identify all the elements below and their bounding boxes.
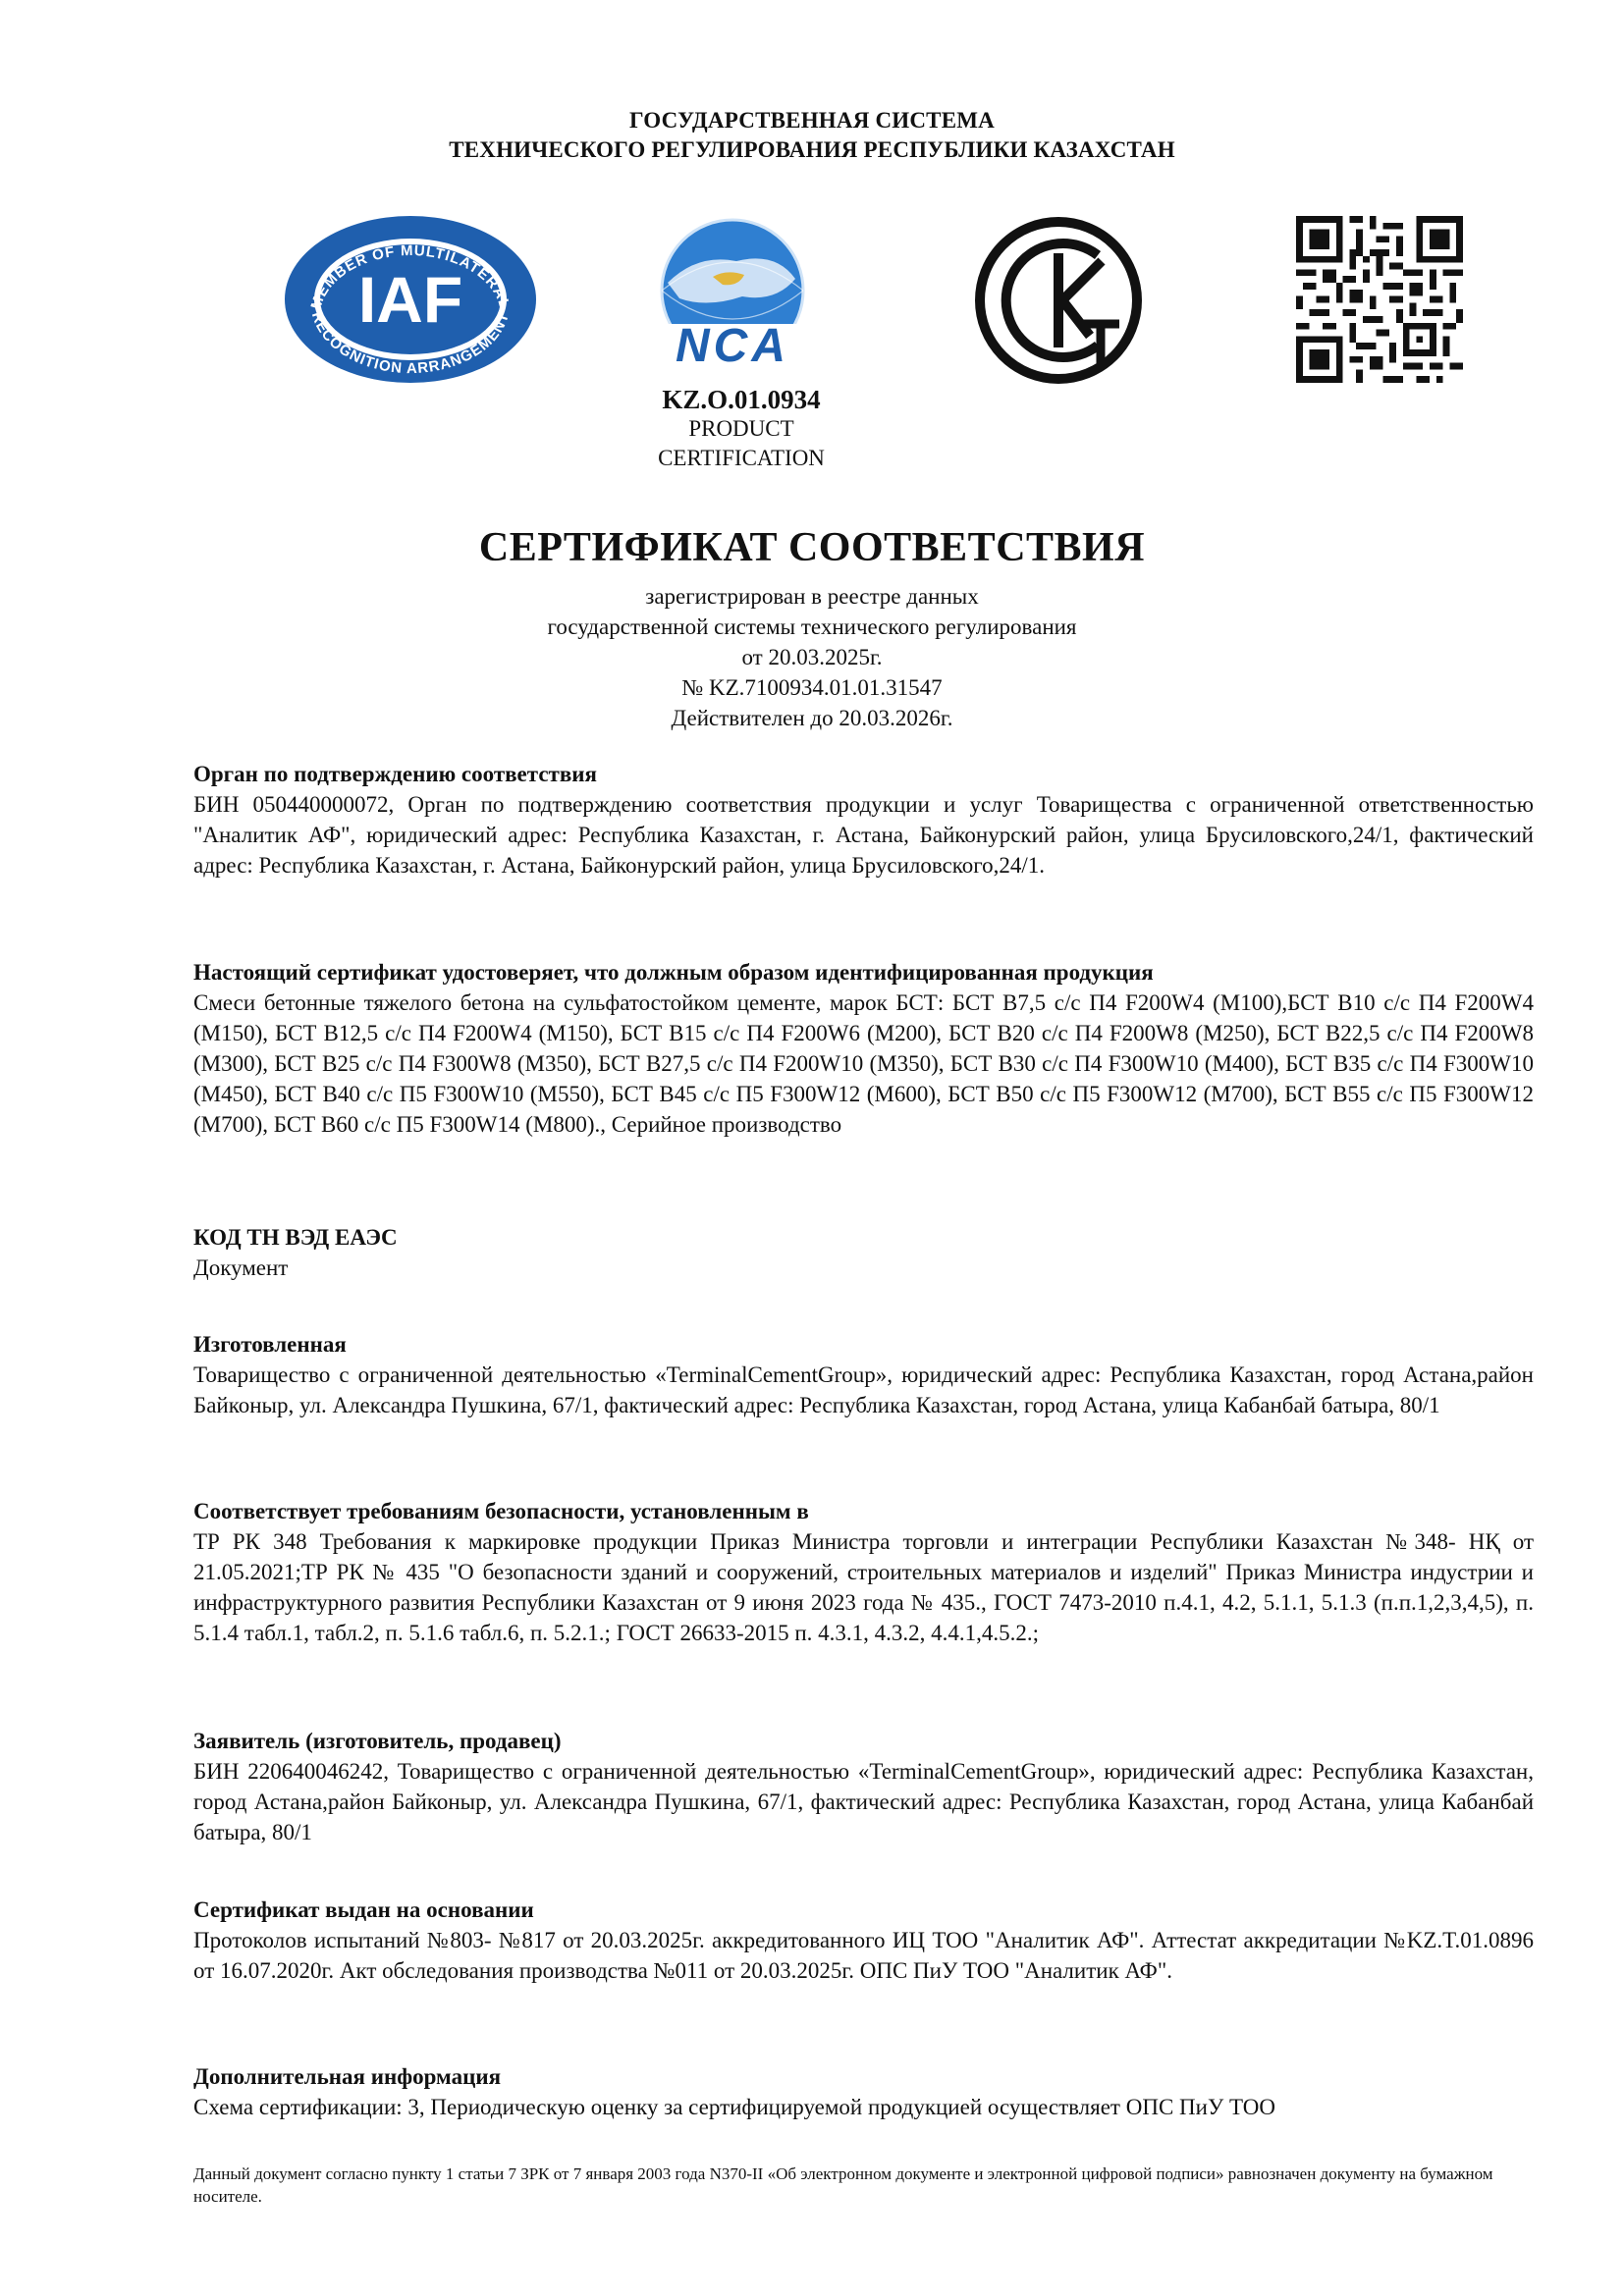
section-requirements — [193, 1497, 1534, 1648]
iaf-ring-top-text: MEMBER OF MULTILATERAL — [307, 242, 514, 312]
header-line-2: ТЕХНИЧЕСКОГО РЕГУЛИРОВАНИЯ РЕСПУБЛИКИ КАЗАХСТАН — [449, 137, 1175, 162]
registration-block — [0, 581, 1624, 733]
registration-line-1: зарегистрирован в реестре данных — [645, 584, 979, 609]
section-heading: Изготовленная — [193, 1332, 347, 1357]
iaf-center-text: IAF — [357, 263, 463, 336]
certificate-title: СЕРТИФИКАТ СООТВЕТСТВИЯ — [478, 525, 1146, 570]
section-heading: Дополнительная информация — [193, 2064, 502, 2089]
registration-number: № KZ.7100934.01.01.31547 — [681, 675, 943, 700]
section-heading: Сертификат выдан на основании — [193, 1897, 534, 1922]
section-body: Документ — [193, 1255, 289, 1280]
registration-line-2: государственной системы технического регулирования — [547, 614, 1077, 639]
section-manufactured — [193, 1330, 1534, 1420]
accreditation-line-1: PRODUCT — [688, 416, 794, 441]
section-body: БИН 050440000072, Орган по подтверждению соответствия продукции и услуг Товарищества с ограниченной ответственностью "Аналитик АФ", юридический адрес: Республика Казахстан, г. Астана, Байконурский район, улица Брусиловского,24/1, фактический адрес: Республика Казахстан, г. Астана, Байконурский район, улица Брусиловского,24/1. — [193, 792, 1534, 878]
qr-code-icon — [1296, 216, 1463, 383]
section-body: ТР РК 348 Требования к маркировке продукции Приказ Министра торговли и интеграции Республики Казахстан №348- НҚ от 21.05.2021;ТР РК № 435 "О безопасности зданий и сооружений, строительных материалов и изделий" Приказ Министра индустрии и инфраструктурного развития Республики Казахстан от 9 июня 2023 года № 435., ГОСТ 7473-2010 п.4.1, 4.2, 5.1.1, 5.1.3 (п.п.1,2,3,4,5), п. 5.1.4 табл.1, табл.2, п. 5.1.6 табл.6, п. 5.2.1.; ГОСТ 26633-2015 п. 4.3.1, 4.3.2, 4.4.1,4.5.2.; — [193, 1529, 1534, 1645]
section-heading: Заявитель (изготовитель, продавец) — [193, 1729, 562, 1753]
document-header — [0, 106, 1624, 165]
section-body: Схема сертификации: 3, Периодическую оценку за сертифицируемой продукцией осуществляет ОПС ПиУ ТОО — [193, 2095, 1275, 2119]
header-line-1: ГОСУДАРСТВЕННАЯ СИСТЕМА — [629, 108, 995, 133]
accreditation-number: KZ.O.01.0934 — [662, 385, 821, 414]
section-additional — [193, 2062, 1534, 2122]
nca-text: NCA — [676, 320, 789, 372]
registration-date: от 20.03.2025г. — [741, 645, 883, 669]
accreditation-block — [550, 385, 933, 473]
section-heading: Настоящий сертификат удостоверяет, что должным образом идентифицированная продукция — [193, 960, 1154, 985]
section-heading: КОД ТН ВЭД ЕАЭС — [193, 1225, 398, 1250]
valid-until: Действителен до 20.03.2026г. — [671, 706, 953, 730]
section-applicant — [193, 1727, 1534, 1847]
legal-footnote: Данный документ согласно пункту 1 статьи 7 ЗРК от 7 января 2003 года N370-II «Об электронном документе и электронной цифровой подписи» равнозначен документу на бумажном носителе. — [193, 2164, 1493, 2206]
section-body: Товарищество с ограниченной деятельностью «TerminalCementGroup», юридический адрес: Республика Казахстан, город Астана,район Байконыр, ул. Александра Пушкина, 67/1, фактический адрес: Республика Казахстан, город Астана, улица Кабанбай батыра, 80/1 — [193, 1362, 1534, 1417]
iaf-logo-icon — [282, 214, 539, 385]
section-heading: Орган по подтверждению соответствия — [193, 762, 597, 786]
section-product — [193, 958, 1534, 1140]
section-body: БИН 220640046242, Товарищество с ограниченной деятельностью «TerminalCementGroup», юридический адрес: Республика Казахстан, город Астана,район Байконыр, ул. Александра Пушкина, 67/1, фактический адрес: Республика Казахстан, город Астана, улица Кабанбай батыра, 80/1 — [193, 1759, 1534, 1844]
section-code — [193, 1223, 1534, 1283]
accreditation-line-2: CERTIFICATION — [658, 446, 825, 470]
iaf-ring-bottom-text: RECOGNITION ARRANGEMENT — [307, 309, 514, 378]
section-body: Протоколов испытаний №803- №817 от 20.03.2025г. аккредитованного ИЦ ТОО "Аналитик АФ". Аттестат аккредитации №KZ.T.01.0896 от 16.07.2020г. Акт обследования производства №011 от 20.03.2025г. ОПС ПиУ ТОО "Аналитик АФ". — [193, 1928, 1534, 1983]
section-basis — [193, 1896, 1534, 1986]
section-body: Смеси бетонные тяжелого бетона на сульфатостойком цементе, марок БСТ: БСТ В7,5 с/с П4 F200W4 (М100),БСТ В10 с/с П4 F200W4 (М150), БСТ В12,5 с/с П4 F200W4 (М150), БСТ В15 с/с П4 F200W6 (М200), БСТ В20 с/с П4 F200W8 (М250), БСТ В22,5 с/с П4 F200W8 (М300), БСТ В25 с/с П4 F300W8 (М350), БСТ В27,5 с/с П4 F200W10 (М350), БСТ В30 с/с П4 F300W10 (М400), БСТ В35 с/с П4 F300W10 (М450), БСТ В40 с/с П5 F300W10 (М550), БСТ В45 с/с П5 F300W12 (М600), БСТ В50 с/с П5 F300W12 (М700), БСТ В55 с/с П5 F300W12 (М700), БСТ В60 с/с П5 F300W14 (М800)., Серийное производство — [193, 990, 1534, 1137]
state-conformity-mark-icon — [972, 214, 1145, 387]
section-authority — [193, 760, 1534, 881]
section-heading: Соответствует требованиям безопасности, установленным в — [193, 1499, 809, 1523]
nca-logo-icon — [628, 214, 837, 389]
